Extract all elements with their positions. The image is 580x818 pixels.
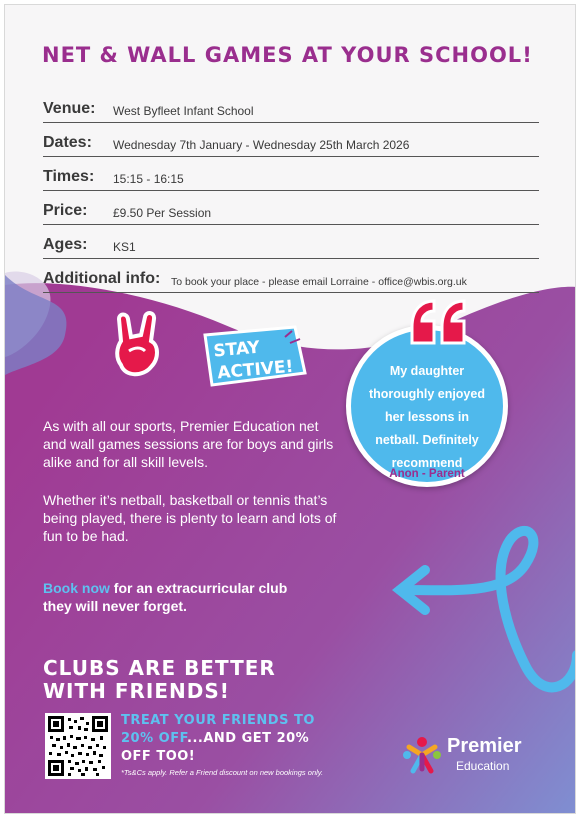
premier-education-logo (399, 733, 549, 783)
treat-blue-text: TREAT YOUR FRIENDS TO 20% OFF (121, 713, 315, 746)
info-row-ages (43, 229, 539, 259)
info-value: £9.50 Per Session (113, 206, 212, 220)
flyer-page (4, 4, 576, 814)
info-value: KS1 (113, 240, 136, 254)
info-label: Times: (43, 168, 95, 185)
info-value: West Byfleet Infant School (113, 104, 254, 118)
testimonial-author: Anon - Parent (389, 468, 465, 480)
logo-name: Premier (447, 735, 522, 757)
info-row-times (43, 161, 539, 191)
testimonial-text: My daughter thoroughly enjoyed her lessons in netball. Definitely recommend (369, 364, 485, 470)
terms-text: *Ts&Cs apply. Refer a Friend discount on new bookings only. (121, 768, 324, 777)
treat-friends-text (121, 712, 331, 766)
info-label: Additional info: (43, 270, 161, 287)
body-paragraph-1: As with all our sports, Premier Education net and wall games sessions are for boys and girls alike and for all skill levels. (43, 418, 334, 470)
clubs-title: CLUBS ARE BETTER WITH FRIENDS! (43, 656, 276, 703)
info-label: Venue: (43, 100, 96, 117)
testimonial-bubble (346, 325, 508, 487)
page-title: NET & WALL GAMES AT YOUR SCHOOL! (42, 43, 533, 67)
rock-hand-icon (111, 311, 169, 383)
book-now-paragraph (43, 579, 303, 615)
logo-sub: Education (456, 759, 510, 773)
svg-text:STAY: STAY (212, 337, 261, 362)
book-now-link[interactable]: Book now (43, 580, 110, 596)
info-row-dates (43, 127, 539, 157)
info-row-price (43, 195, 539, 225)
info-label: Price: (43, 202, 88, 219)
info-value: 15:15 - 16:15 (113, 172, 184, 186)
svg-text:ACTIVE!: ACTIVE! (216, 356, 295, 384)
info-label: Dates: (43, 134, 92, 151)
book-now-rest: for an extracurricular club they will never forget. (43, 580, 288, 614)
info-label: Ages: (43, 236, 88, 253)
stay-active-sticker (200, 325, 310, 387)
info-row-venue (43, 93, 539, 123)
info-row-additional (43, 263, 539, 293)
premier-logo-icon (399, 733, 445, 779)
treat-white-text: ...AND GET 20% OFF TOO! (121, 731, 310, 764)
quote-marks-icon (408, 299, 470, 345)
body-paragraph-2: Whether it’s netball, basketball or tennis that’s being played, there is plenty to learn and lots of fun to be had. (43, 492, 337, 544)
qr-code-icon[interactable] (45, 713, 111, 779)
info-value: To book your place - please email Lorraine - office@wbis.org.uk (171, 276, 467, 288)
info-value: Wednesday 7th January - Wednesday 25th March 2026 (113, 138, 410, 152)
